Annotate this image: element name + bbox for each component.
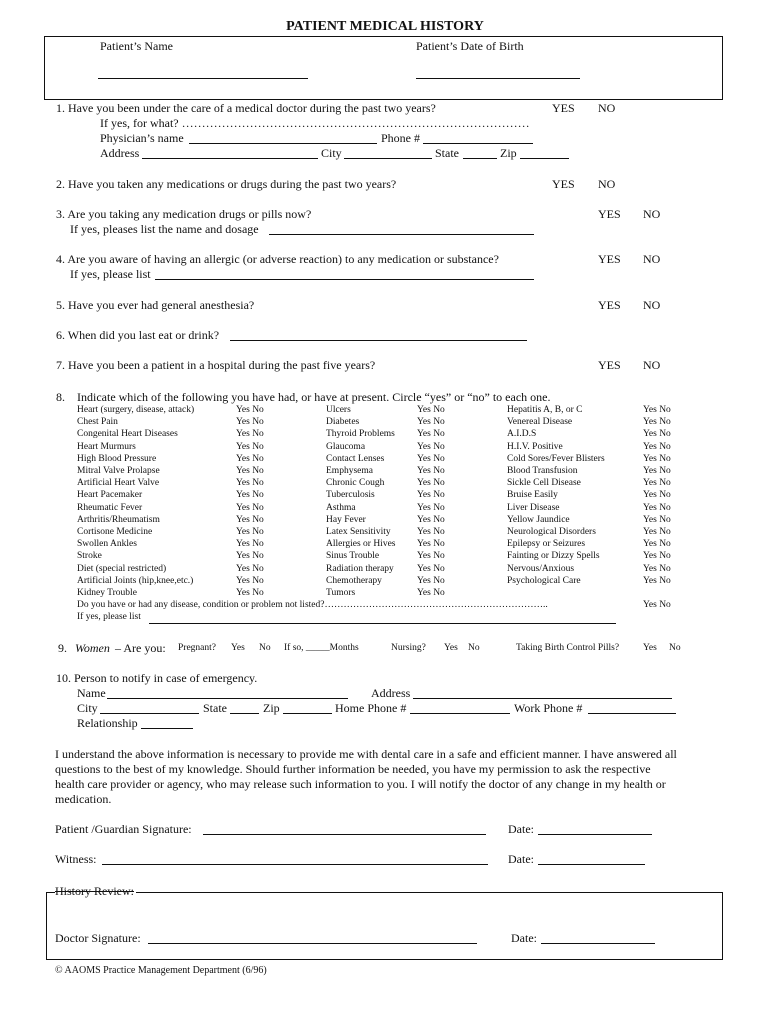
q8-list-field[interactable] (149, 623, 616, 624)
condition-yes-no[interactable]: Yes No (236, 575, 264, 586)
q4-sub: If yes, please list (70, 267, 151, 281)
condition-label: Arthritis/Rheumatism (77, 514, 160, 525)
condition-label: Radiation therapy (326, 563, 394, 574)
q10-city-field[interactable] (100, 713, 199, 714)
q8-other-yesno[interactable]: Yes No (643, 600, 671, 610)
q1-address-field[interactable] (142, 158, 318, 159)
doctor-signature-field[interactable] (148, 943, 477, 944)
condition-yes-no[interactable]: Yes No (236, 527, 264, 537)
condition-yes-no[interactable]: Yes No (643, 514, 671, 525)
condition-label: Sickle Cell Disease (507, 478, 581, 489)
condition-yes-no[interactable]: Yes No (417, 588, 445, 598)
condition-yes-no[interactable]: Yes No (417, 429, 445, 440)
condition-yes-no[interactable]: Yes No (643, 563, 671, 574)
condition-label: Hay Fever (326, 514, 366, 525)
q1-city-label: City (321, 146, 342, 160)
condition-yes-no[interactable]: Yes No (417, 527, 445, 537)
condition-yes-no[interactable]: Yes No (643, 478, 671, 489)
condition-label: Diabetes (326, 417, 360, 428)
condition-label: Artificial Joints (hip,knee,etc.) (77, 575, 194, 586)
q2-no[interactable]: NO (598, 177, 616, 191)
condition-label: Nervous/Anxious (507, 563, 575, 574)
q10-home-field[interactable] (410, 713, 510, 714)
condition-label: Cortisone Medicine (77, 527, 153, 537)
condition-yes-no[interactable]: Yes No (236, 453, 264, 464)
q2-yes[interactable]: YES (552, 177, 575, 191)
patient-dob-label: Patient’s Date of Birth (416, 39, 524, 53)
q2-text: 2. Have you taken any medications or drugs during the past two years? (56, 177, 397, 191)
witness-date-label: Date: (508, 852, 534, 866)
q9-bc-no[interactable]: No (669, 643, 681, 653)
q1-state-label: State (435, 146, 459, 160)
condition-yes-no[interactable]: Yes No (236, 563, 264, 574)
doctor-date-field[interactable] (541, 943, 655, 944)
q10-address-label: Address (371, 686, 411, 700)
q5-no[interactable]: NO (643, 298, 661, 312)
q9-pregnant: Pregnant? (178, 643, 216, 653)
condition-yes-no[interactable]: Yes No (417, 441, 445, 452)
condition-yes-no[interactable]: Yes No (236, 514, 264, 525)
q1-no[interactable]: NO (598, 101, 616, 115)
q10-work-label: Work Phone # (514, 701, 583, 715)
q9-nursing-yes[interactable]: Yes (444, 643, 458, 653)
q4-no[interactable]: NO (643, 252, 661, 266)
condition-yes-no[interactable]: Yes No (417, 575, 445, 586)
condition-yes-no[interactable]: Yes No (236, 490, 264, 501)
page-title: PATIENT MEDICAL HISTORY (286, 19, 484, 34)
doctor-signature-label: Doctor Signature: (55, 931, 141, 945)
condition-yes-no[interactable]: Yes No (643, 417, 671, 428)
q10-text: 10. Person to notify in case of emergency. (56, 671, 258, 685)
condition-label: Cold Sores/Fever Blisters (507, 453, 605, 464)
condition-label: Venereal Disease (507, 417, 573, 428)
q10-work-field[interactable] (588, 713, 676, 714)
condition-label: Contact Lenses (326, 453, 385, 464)
patient-name-field[interactable] (98, 78, 308, 79)
condition-label: Heart Murmurs (77, 441, 136, 452)
q10-state-field[interactable] (230, 713, 259, 714)
condition-yes-no[interactable]: Yes No (236, 478, 264, 489)
condition-yes-no[interactable]: Yes No (417, 490, 445, 501)
condition-label: Heart Pacemaker (77, 490, 143, 501)
witness-field[interactable] (102, 864, 488, 865)
patient-date-field[interactable] (538, 834, 652, 835)
condition-label: Yellow Jaundice (507, 514, 570, 525)
condition-label: Allergies or Hives (326, 539, 396, 550)
condition-label: Chronic Cough (326, 478, 385, 489)
condition-yes-no[interactable]: Yes No (236, 405, 264, 415)
condition-label: Thyroid Problems (326, 429, 395, 440)
q3-dosage-field[interactable] (269, 234, 534, 235)
condition-yes-no[interactable]: Yes No (643, 405, 671, 415)
condition-yes-no[interactable]: Yes No (643, 575, 671, 586)
q1-city-field[interactable] (344, 158, 432, 159)
q10-address-field[interactable] (413, 698, 672, 699)
q7-text: 7. Have you been a patient in a hospital during the past five years? (56, 358, 376, 372)
q1-address-label: Address (100, 146, 140, 160)
condition-label: Emphysema (326, 466, 373, 476)
condition-yes-no[interactable]: Yes No (643, 551, 671, 562)
q10-relationship-field[interactable] (141, 728, 193, 729)
condition-yes-no[interactable]: Yes No (236, 466, 264, 476)
condition-label: Ulcers (326, 405, 351, 415)
condition-yes-no[interactable]: Yes No (643, 490, 671, 501)
q1-text: 1. Have you been under the care of a medical doctor during the past two years? (56, 101, 436, 115)
witness-label: Witness: (55, 852, 97, 866)
condition-yes-no[interactable]: Yes No (643, 429, 671, 440)
condition-label: Diet (special restricted) (77, 563, 167, 574)
footer-copyright: © AAOMS Practice Management Department (6/96) (55, 965, 267, 976)
q4-list-field[interactable] (155, 279, 534, 280)
q10-name-label: Name (77, 686, 106, 700)
q10-city-label: City (77, 701, 98, 715)
q10-zip-field[interactable] (283, 713, 332, 714)
statement-line-4: medication. (55, 792, 112, 806)
q10-zip-label: Zip (263, 701, 280, 715)
condition-label: Fainting or Dizzy Spells (507, 551, 600, 562)
q9-birth-control: Taking Birth Control Pills? (516, 643, 620, 653)
condition-yes-no[interactable]: Yes No (417, 502, 445, 513)
q9-nursing: Nursing? (391, 643, 426, 653)
q1-for-what: If yes, for what? …………………………………………………………………………… (100, 116, 530, 130)
condition-label: Hepatitis A, B, or C (507, 405, 583, 415)
condition-yes-no[interactable]: Yes No (643, 527, 671, 537)
q8-ifyes: If yes, please list (77, 612, 141, 622)
condition-yes-no[interactable]: Yes No (417, 453, 445, 464)
condition-label: Swollen Ankles (77, 539, 137, 550)
q9-pregnant-yes[interactable]: Yes (231, 643, 245, 653)
condition-yes-no[interactable]: Yes No (236, 539, 264, 550)
condition-yes-no[interactable]: Yes No (643, 453, 671, 464)
q6-text: 6. When did you last eat or drink? (56, 328, 220, 342)
witness-date-field[interactable] (538, 864, 645, 865)
condition-yes-no[interactable]: Yes No (417, 417, 445, 428)
q1-physician-label: Physician’s name (100, 131, 184, 145)
condition-label: Stroke (77, 551, 102, 562)
q1-zip-field[interactable] (520, 158, 569, 159)
condition-yes-no[interactable]: Yes No (417, 478, 445, 489)
condition-yes-no[interactable]: Yes No (236, 441, 264, 452)
statement-line-3: health care provider or agency, who may release such information to you. I will notify the doctor of any change in my health or (55, 777, 666, 791)
q4-text: 4. Are you aware of having an allergic (or adverse reaction) to any medication or substance? (56, 252, 499, 266)
history-review-box (46, 892, 723, 960)
condition-yes-no[interactable]: Yes No (417, 514, 445, 525)
condition-yes-no[interactable]: Yes No (417, 563, 445, 574)
statement-line-1: I understand the above information is necessary to provide me with dental care in a safe and efficient manner. I have answered all (55, 747, 677, 761)
condition-label: Tumors (326, 588, 356, 598)
condition-label: High Blood Pressure (77, 453, 157, 464)
patient-signature-label: Patient /Guardian Signature: (55, 822, 192, 836)
q1-zip-label: Zip (500, 146, 517, 160)
q8-num: 8. (56, 390, 65, 404)
condition-yes-no[interactable]: Yes No (236, 502, 264, 513)
q6-field[interactable] (230, 340, 527, 341)
q9-pregnant-no[interactable]: No (259, 643, 271, 653)
q9-num: 9. (58, 641, 67, 655)
condition-label: Rheumatic Fever (77, 502, 143, 513)
q1-yes[interactable]: YES (552, 101, 575, 115)
history-review-label: History Review: (55, 884, 134, 898)
patient-signature-field[interactable] (203, 834, 486, 835)
condition-yes-no[interactable]: Yes No (236, 551, 264, 562)
q9-bc-yes[interactable]: Yes (643, 643, 657, 653)
condition-yes-no[interactable]: Yes No (417, 539, 445, 550)
q3-text: 3. Are you taking any medication drugs or pills now? (56, 207, 312, 221)
condition-label: Bruise Easily (507, 490, 558, 501)
condition-label: Liver Disease (507, 502, 560, 513)
condition-yes-no[interactable]: Yes No (417, 466, 445, 476)
condition-yes-no[interactable]: Yes No (643, 466, 671, 476)
condition-label: Kidney Trouble (77, 588, 137, 598)
q10-state-label: State (203, 701, 227, 715)
q9-months[interactable]: If so, _____Months (284, 643, 359, 653)
condition-label: Tuberculosis (326, 490, 375, 501)
q9-nursing-no[interactable]: No (468, 643, 480, 653)
condition-label: Neurological Disorders (507, 527, 596, 537)
condition-label: Chest Pain (77, 417, 118, 428)
patient-date-label: Date: (508, 822, 534, 836)
condition-yes-no[interactable]: Yes No (643, 539, 671, 550)
q3-sub: If yes, pleases list the name and dosage (70, 222, 259, 236)
q8-text: Indicate which of the following you have had, or have at present. Circle “yes” or “no” to each one. (77, 390, 551, 404)
q8-other: Do you have or had any disease, condition or problem not listed?…………………………………………………………….. (77, 600, 548, 610)
condition-yes-no[interactable]: Yes No (236, 429, 264, 440)
condition-label: A.I.D.S (507, 429, 537, 440)
condition-label: Psychological Care (507, 575, 581, 586)
condition-label: Mitral Valve Prolapse (77, 466, 160, 476)
q3-yes[interactable]: YES (598, 207, 621, 221)
q9-women: Women (75, 641, 110, 655)
condition-label: Artificial Heart Valve (77, 478, 160, 489)
condition-label: Heart (surgery, disease, attack) (77, 405, 195, 415)
condition-label: Blood Transfusion (507, 466, 578, 476)
condition-yes-no[interactable]: Yes No (236, 588, 264, 598)
q5-yes[interactable]: YES (598, 298, 621, 312)
q10-name-field[interactable] (107, 698, 348, 699)
q7-no[interactable]: NO (643, 358, 661, 372)
condition-label: Chemotherapy (326, 575, 382, 586)
q3-no[interactable]: NO (643, 207, 661, 221)
statement-line-2: questions to the best of my knowledge. Should further information be needed, you have my permission to ask the respective (55, 762, 651, 776)
condition-label: Glaucoma (326, 441, 366, 452)
patient-dob-field[interactable] (416, 78, 580, 79)
patient-name-label: Patient’s Name (100, 39, 173, 53)
condition-yes-no[interactable]: Yes No (417, 551, 445, 562)
doctor-date-label: Date: (511, 931, 537, 945)
q1-physician-field[interactable] (189, 143, 377, 144)
condition-label: H.I.V. Positive (507, 441, 563, 452)
q1-state-field[interactable] (463, 158, 497, 159)
condition-label: Epilepsy or Seizures (507, 539, 586, 550)
condition-yes-no[interactable]: Yes No (643, 441, 671, 452)
q4-yes[interactable]: YES (598, 252, 621, 266)
q7-yes[interactable]: YES (598, 358, 621, 372)
q5-text: 5. Have you ever had general anesthesia? (56, 298, 255, 312)
condition-yes-no[interactable]: Yes No (643, 502, 671, 513)
q9-are-you: – Are you: (115, 641, 166, 655)
condition-label: Latex Sensitivity (326, 527, 391, 537)
q10-relationship-label: Relationship (77, 716, 138, 730)
q10-home-label: Home Phone # (335, 701, 407, 715)
condition-label: Congenital Heart Diseases (77, 429, 178, 440)
condition-yes-no[interactable]: Yes No (417, 405, 445, 415)
condition-yes-no[interactable]: Yes No (236, 417, 264, 428)
condition-label: Sinus Trouble (326, 551, 380, 562)
condition-label: Asthma (326, 502, 356, 513)
q1-phone-label: Phone # (381, 131, 420, 145)
q1-phone-field[interactable] (423, 143, 533, 144)
